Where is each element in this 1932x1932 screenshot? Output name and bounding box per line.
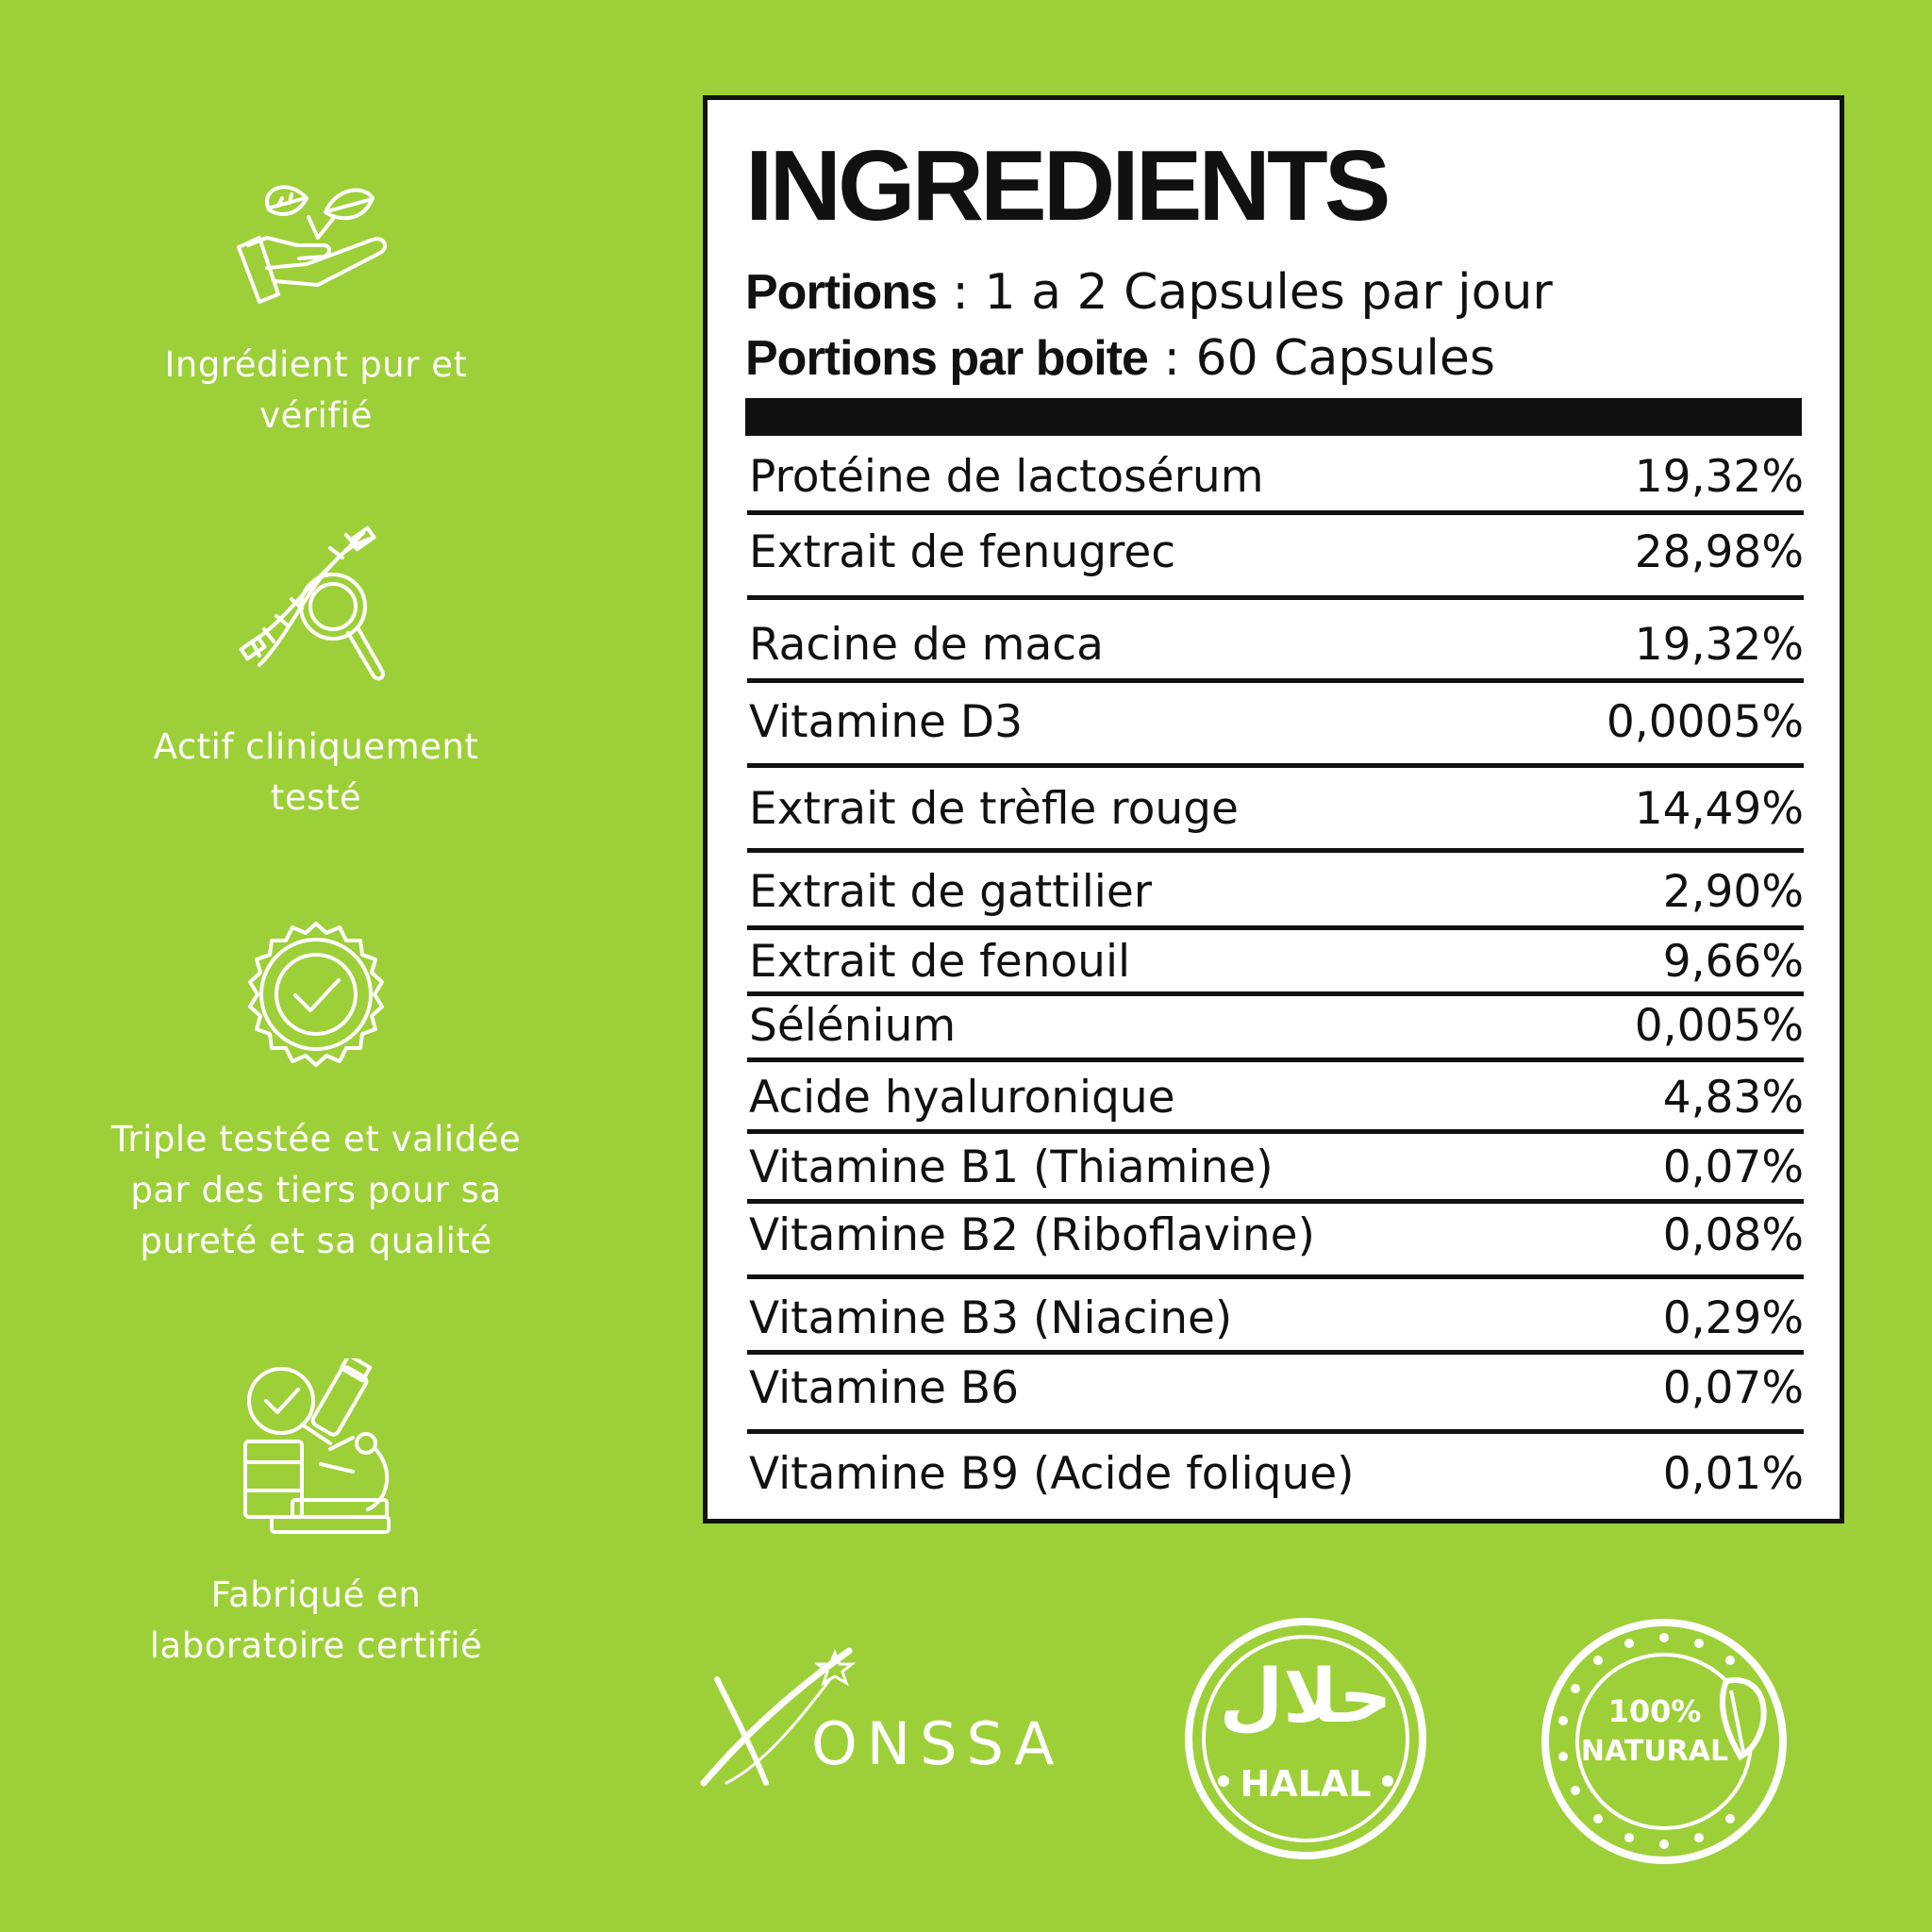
ingredient-row bbox=[747, 1134, 1804, 1204]
ingredient-name: Sélénium bbox=[749, 1000, 957, 1052]
header-bar bbox=[745, 398, 1802, 436]
feature-label-line: Actif cliniquement bbox=[153, 726, 479, 767]
ingredient-name: Acide hyaluronique bbox=[749, 1072, 1175, 1124]
ingredients-panel bbox=[703, 95, 1844, 1524]
ingredient-row bbox=[747, 683, 1804, 768]
ingredient-name: Extrait de fenugrec bbox=[749, 526, 1176, 578]
natural-seal bbox=[1538, 1615, 1790, 1868]
ingredient-name: Vitamine B2 (Riboflavine) bbox=[749, 1209, 1315, 1261]
ingredient-name: Vitamine B1 (Thiamine) bbox=[749, 1141, 1274, 1193]
ingredient-percent: 19,32% bbox=[1634, 619, 1804, 671]
portions-line bbox=[745, 264, 1553, 321]
ingredient-name: Vitamine B3 (Niacine) bbox=[749, 1292, 1233, 1344]
portions-value: : 1 a 2 Capsules par jour bbox=[936, 264, 1553, 321]
ingredient-percent: 0,08% bbox=[1662, 1209, 1804, 1261]
ingredient-percent: 9,66% bbox=[1662, 936, 1804, 988]
feature-label-line: Fabriqué en bbox=[210, 1574, 422, 1615]
feature-clinically-tested bbox=[94, 524, 538, 824]
feature-label-line: pureté et sa qualité bbox=[140, 1221, 492, 1261]
ingredient-row bbox=[747, 1434, 1804, 1513]
dna-magnifier-icon bbox=[231, 524, 401, 693]
ingredient-name: Vitamine D3 bbox=[749, 696, 1023, 748]
hand-leaves-icon bbox=[231, 179, 401, 311]
ingredient-percent: 28,98% bbox=[1634, 526, 1804, 578]
feature-label-line: Triple testée et validée bbox=[110, 1119, 522, 1159]
halal-arabic: حلال bbox=[1219, 1655, 1392, 1740]
ingredient-name: Extrait de fenouil bbox=[749, 936, 1131, 988]
ingredient-percent: 0,0005% bbox=[1606, 696, 1804, 748]
feature-label-line: vérifié bbox=[259, 395, 373, 436]
per-box-label: Portions par boite bbox=[745, 331, 1148, 386]
ingredient-row bbox=[747, 600, 1804, 683]
portions-label: Portions bbox=[745, 265, 937, 320]
ingredient-row bbox=[747, 930, 1804, 996]
ingredient-percent: 4,83% bbox=[1662, 1072, 1804, 1124]
feature-label-line: testé bbox=[270, 777, 362, 818]
ingredient-percent: 0,07% bbox=[1662, 1362, 1804, 1414]
ingredient-row bbox=[747, 853, 1804, 930]
ingredient-percent: 14,49% bbox=[1634, 783, 1804, 835]
halal-seal bbox=[1182, 1615, 1429, 1862]
ingredient-name: Protéine de lactosérum bbox=[749, 451, 1264, 503]
feature-certified-lab bbox=[94, 1358, 538, 1672]
ingredient-percent: 2,90% bbox=[1662, 866, 1804, 918]
lab-microscope-icon bbox=[226, 1358, 406, 1538]
halal-text: HALAL bbox=[1240, 1763, 1372, 1805]
onssa-logo bbox=[698, 1641, 1094, 1792]
ingredient-percent: 0,29% bbox=[1662, 1292, 1804, 1344]
panel-title: INGREDIENTS bbox=[745, 130, 1388, 242]
feature-label-line: par des tiers pour sa bbox=[130, 1170, 502, 1210]
ingredient-percent: 0,01% bbox=[1662, 1448, 1804, 1500]
ingredient-row bbox=[747, 515, 1804, 600]
ingredient-name: Vitamine B6 bbox=[749, 1362, 1020, 1414]
ingredient-name: Extrait de gattilier bbox=[749, 866, 1153, 918]
natural-line1: 100% bbox=[1607, 1693, 1702, 1729]
feature-triple-tested bbox=[94, 910, 538, 1267]
ingredient-row bbox=[747, 996, 1804, 1062]
feature-label-line: Ingrédient pur et bbox=[164, 344, 468, 385]
feature-label-line: laboratoire certifié bbox=[149, 1625, 483, 1666]
ingredient-row bbox=[747, 1204, 1804, 1279]
ingredient-name: Racine de maca bbox=[749, 619, 1104, 671]
natural-line2: NATURAL bbox=[1580, 1735, 1729, 1768]
ingredient-row bbox=[747, 1279, 1804, 1355]
quality-badge-check-icon bbox=[231, 910, 401, 1080]
ingredient-name: Vitamine B9 (Acide folique) bbox=[749, 1448, 1355, 1500]
per-box-line bbox=[745, 330, 1495, 387]
ingredient-row bbox=[747, 436, 1804, 515]
ingredient-row bbox=[747, 1062, 1804, 1134]
ingredient-row bbox=[747, 768, 1804, 853]
onssa-text: ONSSA bbox=[811, 1709, 1064, 1778]
ingredient-percent: 19,32% bbox=[1634, 451, 1804, 503]
per-box-value: : 60 Capsules bbox=[1147, 330, 1495, 387]
ingredient-row bbox=[747, 1355, 1804, 1434]
ingredient-percent: 0,07% bbox=[1662, 1141, 1804, 1193]
ingredient-name: Extrait de trèfle rouge bbox=[749, 783, 1239, 835]
feature-pure-ingredient bbox=[94, 179, 538, 441]
ingredient-percent: 0,005% bbox=[1634, 1000, 1804, 1052]
